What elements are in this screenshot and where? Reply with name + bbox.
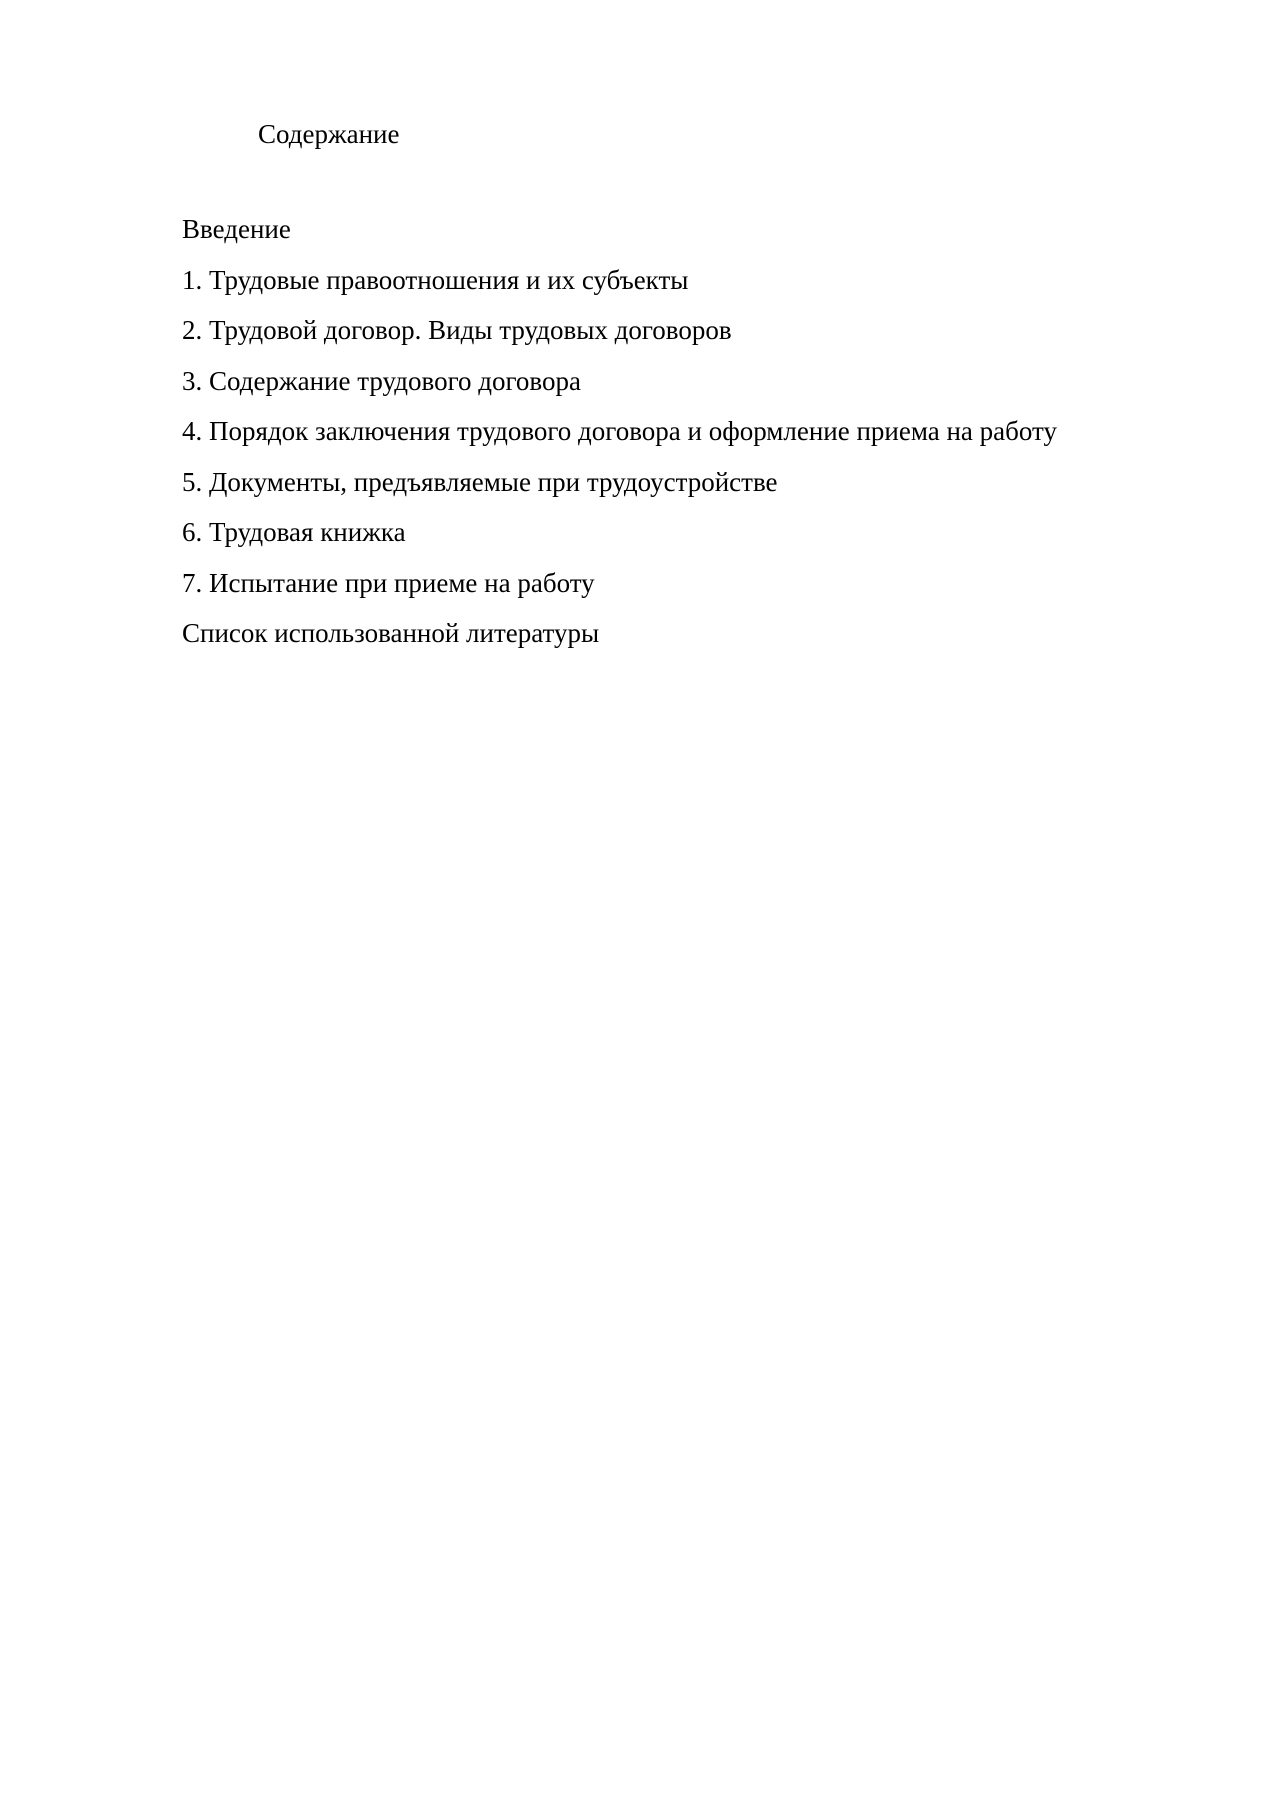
table-of-contents bbox=[182, 213, 1057, 668]
toc-item-3: 3. Содержание трудового договора bbox=[182, 365, 581, 396]
toc-item-2: 2. Трудовой договор. Виды трудовых договоров bbox=[182, 315, 732, 345]
toc-item-5: 5. Документы, предъявляемые при трудоустройстве bbox=[182, 466, 778, 497]
toc-heading: Содержание bbox=[258, 119, 400, 149]
toc-item-introduction: Введение bbox=[182, 214, 291, 244]
toc-item-7: 7. Испытание при приеме на работу bbox=[182, 567, 595, 598]
toc-item-6: 6. Трудовая книжка bbox=[182, 517, 406, 547]
toc-item-references: Список использованной литературы bbox=[182, 618, 600, 648]
toc-item-4: 4. Порядок заключения трудового договора и оформление приема на работу bbox=[182, 416, 1057, 446]
toc-item-1: 1. Трудовые правоотношения и их субъекты bbox=[182, 264, 689, 295]
